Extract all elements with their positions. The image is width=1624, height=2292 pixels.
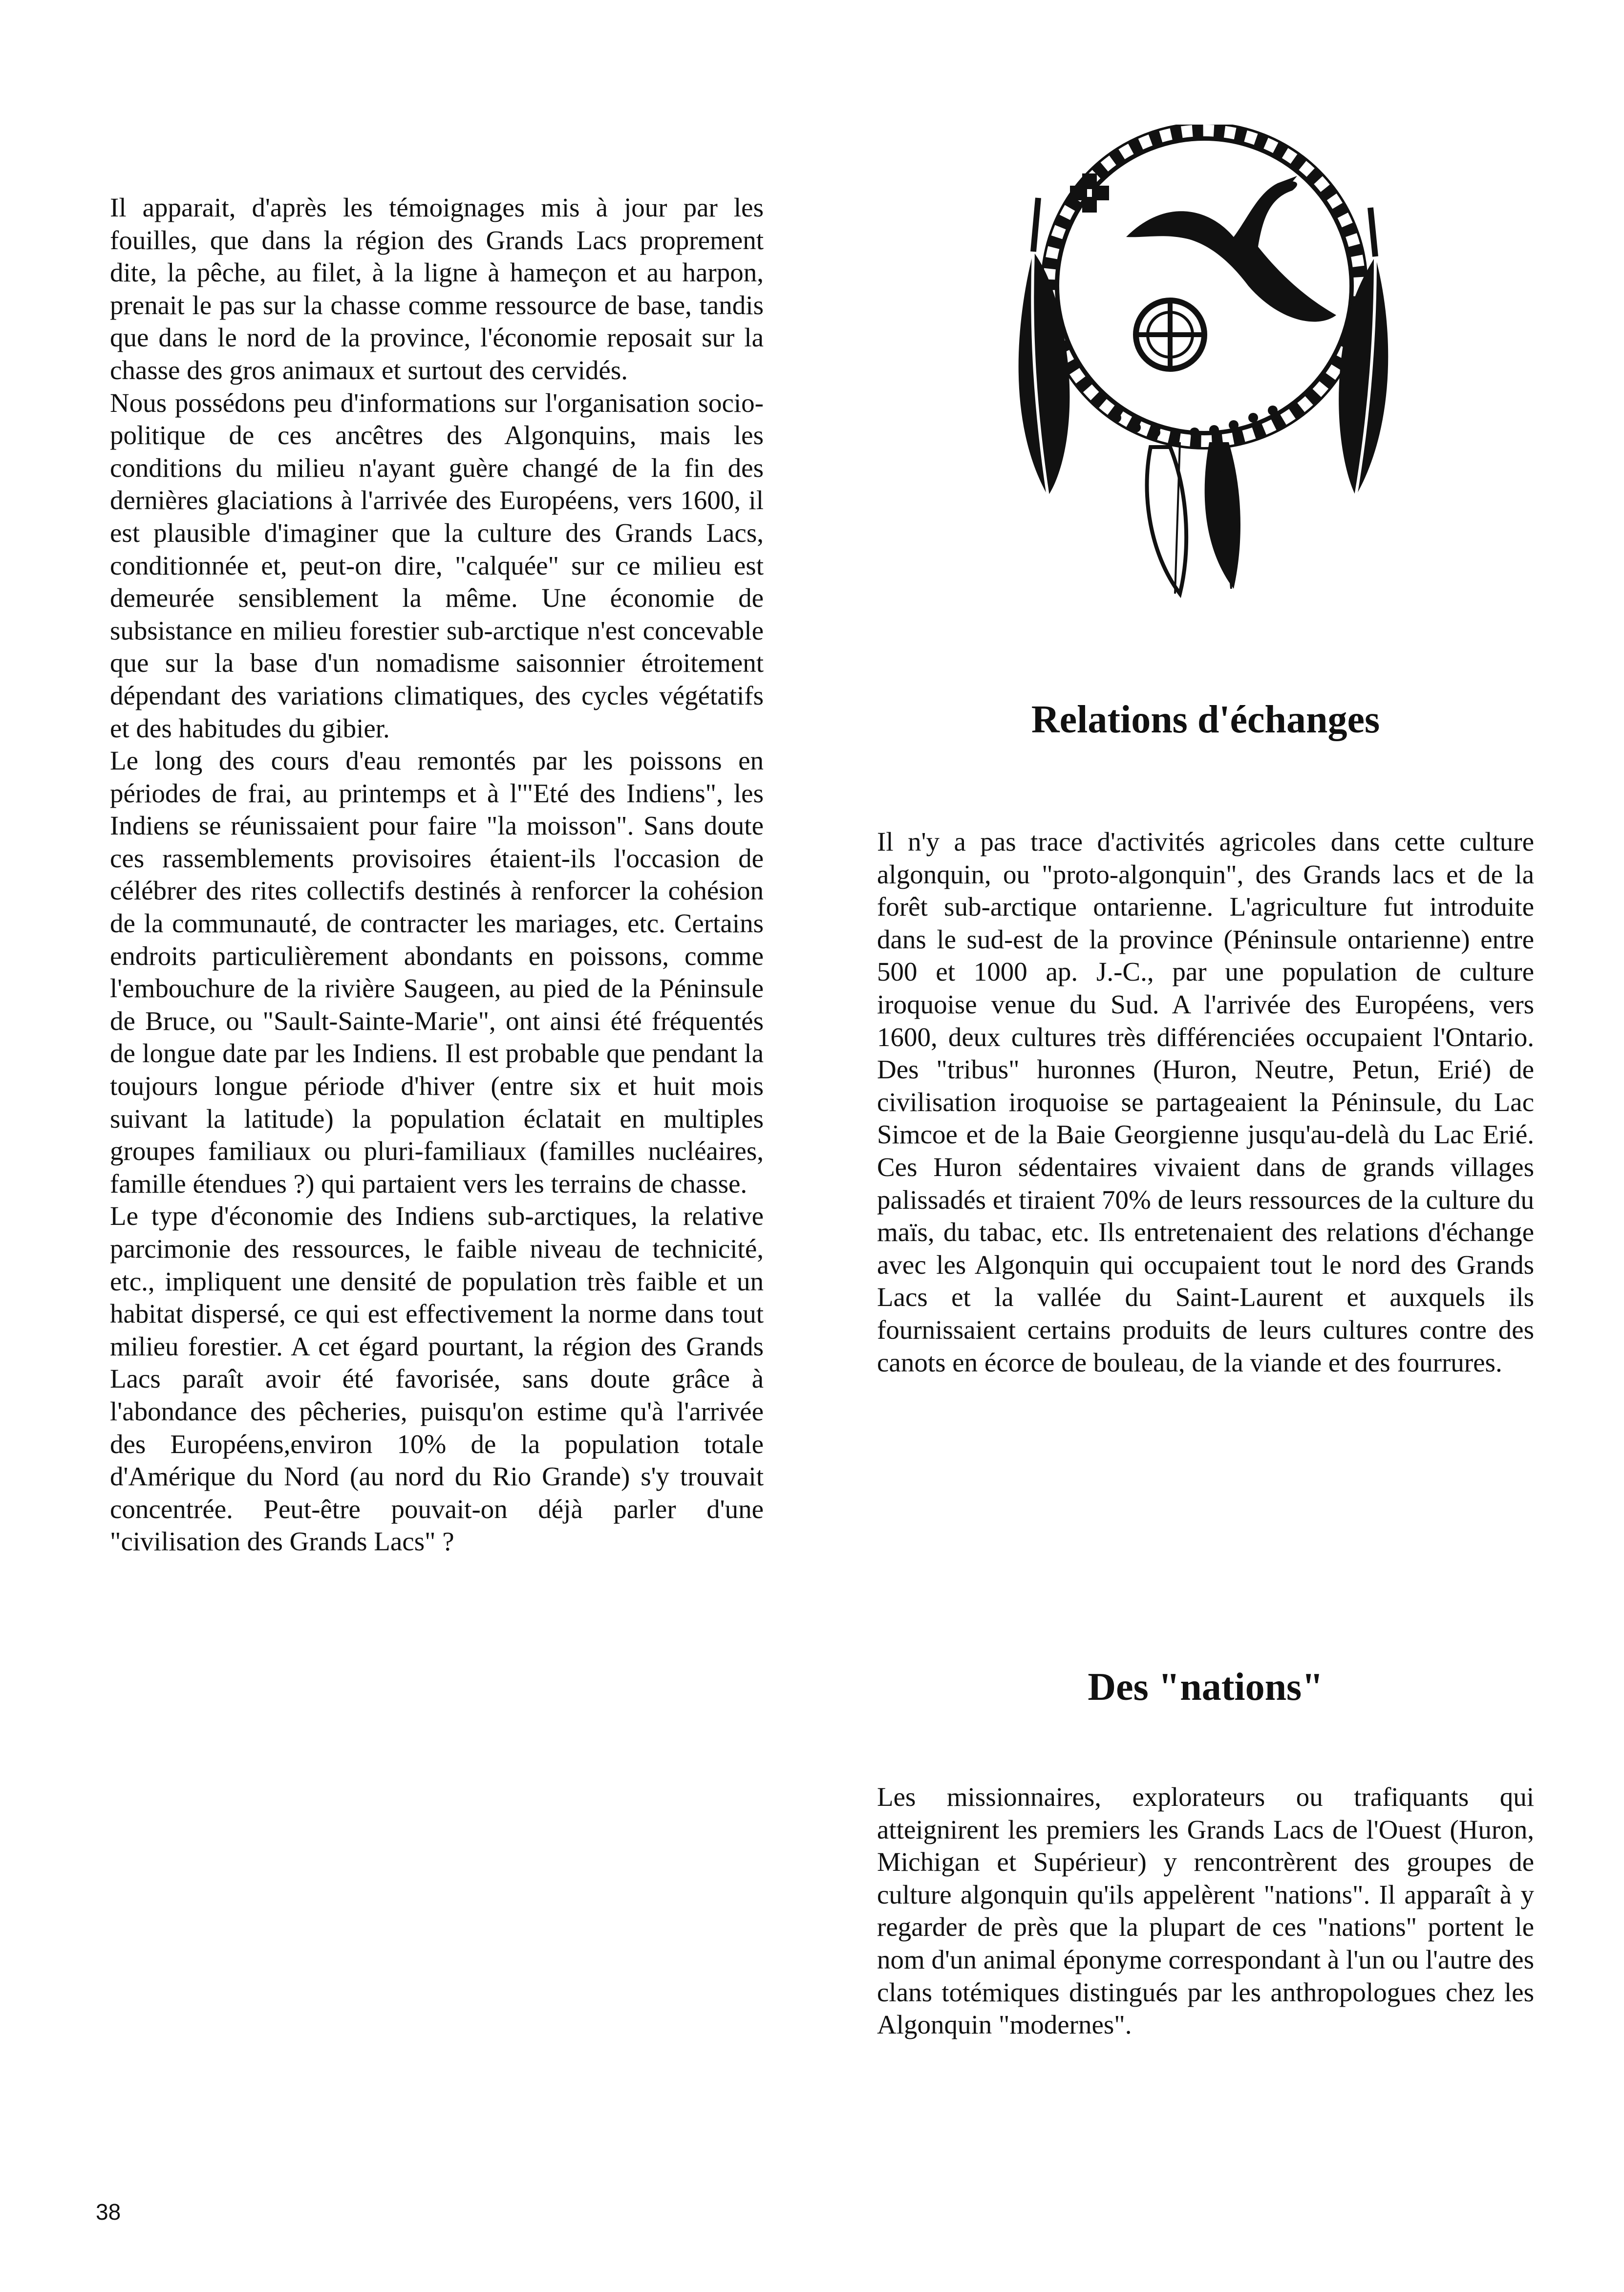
page-number: 38 [96,2199,121,2225]
paragraph-fishing: Il apparait, d'après les témoignages mis à jour par les fouilles, que dans la région des Grands Lacs proprement dite, la pêche, au filet, à la ligne à hameçon et au harpon, prenait le pas sur la chasse comme ressource de base, tandis que dans le nord de la province, l'économie reposait sur la chasse des gros animaux et surtout des cervidés. [110,193,764,385]
paragraph-nations: Les missionnaires, explorateurs ou trafiquants qui atteignirent les premiers les Grands Lacs de l'Ouest (Huron, Michigan et Supérieur) y rencontrèrent des groupes de culture algonquin qu'ils appelèrent "nations". Il apparaît à y regarder de près que la plupart de ces "nations" portent le nom d'un animal éponyme correspondant à l'un ou l'autre des clans totémiques distingués par les anthropologues chez les Algonquin "modernes". [877,1782,1534,2040]
section-heading-relations: Relations d'échanges [1031,698,1380,741]
paragraph-relations: Il n'y a pas trace d'activités agricoles dans cette culture algonquin, ou "proto-algonquin", des Grands lacs et de la forêt sub-arctique ontarienne. L'agriculture fut introduite dans le sud-est de la province (Péninsule ontarienne) entre 500 et 1000 ap. J.-C., par une population de culture iroquoise venue du Sud. A l'arrivée des Européens, vers 1600, deux cultures très différenciées occupaient l'Ontario. Des "tribus" huronnes (Huron, Neutre, Petun, Erié) de civilisation iroquoise se partageaient la Péninsule, du Lac Simcoe et de la Baie Georgienne jusqu'au-delà du Lac Erié. Ces Huron sédentaires vivaient dans de grands villages palissadés et tiraient 70% de leurs ressources de la culture du maïs, du tabac, etc. Ils entretenaient des relations d'échange avec les Algonquin qui occupaient tout le nord des Grands Lacs et la vallée du Saint-Laurent et auxquels ils fournissaient certains produits de leurs cultures contre des canots en écorce de bouleau, de la viande et des fourrures. [877,827,1534,1377]
paragraph-socio-politics: Nous possédons peu d'informations sur l'organisation socio-politique de ces ancêtres des Algonquins, mais les conditions du milieu n'ayant guère changé de la fin des dernières glaciations à l'arrivée des Européens, vers 1600, il est plausible d'imaginer que la culture des Grands Lacs, conditionnée et, peut-on dire, "calquée" sur ce milieu est demeurée sensiblement la même. Une économie de subsistance en milieu forestier sub-arctique n'est concevable que sur la base d'un nomadisme saisonnier étroitement dépendant des variations climatiques, des cycles végétatifs et des habitudes du gibier. [110,387,764,743]
paragraph-population-density: Le type d'économie des Indiens sub-arctiques, la relative parcimonie des ressources, le faible niveau de technicité, etc., impliquent une densité de population très faible et un habitat dispersé, ce qui est effectivement la norme dans tout milieu forestier. A cet égard pourtant, la région des Grands Lacs paraît avoir été favorisée, sans doute grâce à l'abondance des pêcheries, puisqu'on estime qu'à l'arrivée des Européens,environ 10% de la population totale d'Amérique du Nord (au nord du Rio Grande) s'y trouvait concentrée. Peut-être pouvait-on déjà parler d'une "civilisation des Grands Lacs" ? [110,1201,764,1557]
left-text-column [110,192,764,1558]
paragraph-seasonal-gatherings: Le long des cours d'eau remontés par les poissons en périodes de frai, au printemps et à l'"Eté des Indiens", les Indiens se réunissaient pour faire "la moisson". Sans doute ces rassemblements provisoires étaient-ils l'occasion de célébrer des rites collectifs destinés à renforcer la cohésion de la communauté, de contracter les mariages, etc. Certains endroits particulièrement abondants en poissons, comme l'embouchure de la rivière Saugeen, au pied de la Péninsule de Bruce, ou "Sault-Sainte-Marie", ont ainsi été fréquentés de longue date par les Indiens. Il est probable que pendant la toujours longue période d'hiver (entre six et huit mois suivant la latitude) la population éclatait en multiples groupes familiaux ou pluri-familiaux (familles nucléaires, famille étendues ?) qui partaient vers les terrains de chasse. [110,746,764,1199]
dreamcatcher-bird-emblem-icon [1004,125,1405,601]
section-heading-nations: Des "nations" [1088,1666,1324,1709]
